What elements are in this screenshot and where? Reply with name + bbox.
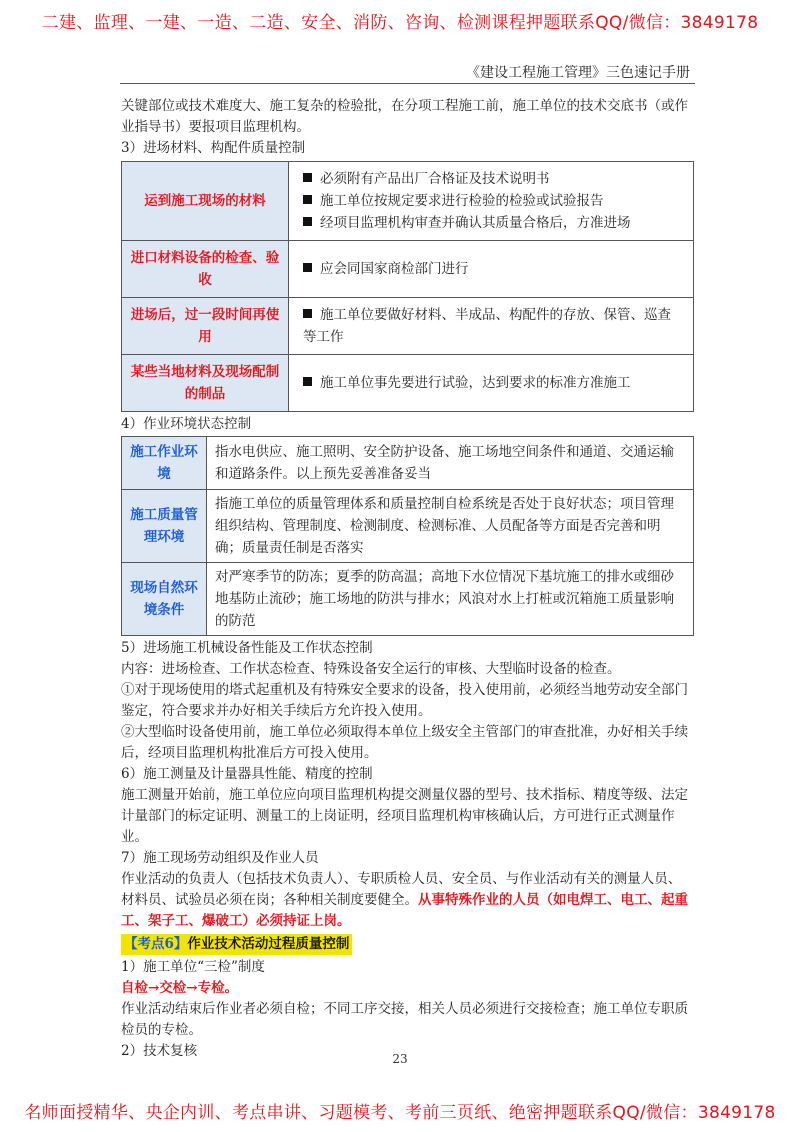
- materials-table-row: [122, 162, 694, 241]
- bullet-item: [303, 372, 679, 394]
- section-5-point-1: ①对于现场使用的塔式起重机及有特殊安全要求的设备，投入使用前，必须经当地劳动安全部门鉴定，符合要求并办好相关手续后方允许投入使用。: [121, 682, 688, 719]
- bullet-item: [303, 212, 679, 234]
- section-5-title: 5）进场施工机械设备性能及工作状态控制: [121, 640, 373, 656]
- materials-table-row: [122, 241, 694, 298]
- square-bullet-icon: [303, 377, 312, 386]
- materials-row-label: 运到施工现场的材料: [122, 162, 289, 241]
- square-bullet-icon: [303, 309, 312, 318]
- top-promo-banner: 二建、监理、一建、一造、二造、安全、消防、咨询、检测课程押题联系QQ/微信：3849178: [41, 13, 759, 33]
- three-checks-sequence: 自检→交检→专检。: [121, 980, 239, 996]
- section-7-plain-text: 作业活动的负责人（包括技术负责人）、专职质检人员、安全员、与作业活动有关的测量人员、材料员、试验员必须在岗；各种相关制度要健全。: [121, 871, 682, 908]
- section-3-title: 3）进场材料、构配件质量控制: [121, 140, 306, 156]
- subsection-2-title: 2）技术复核: [121, 1043, 198, 1059]
- key-point-tag: 【考点6】: [124, 936, 188, 952]
- materials-row-label: 进口材料设备的检查、验收: [122, 241, 289, 298]
- materials-row-label: 进场后，过一段时间再使用: [122, 298, 289, 355]
- materials-row-items: [289, 298, 694, 355]
- environment-table-row: [122, 437, 694, 490]
- section-5-content: 内容：进场检查、工作状态检查、特殊设备安全运行的审核、大型临时设备的检查。: [121, 661, 621, 677]
- bullet-text: 施工单位事先要进行试验，达到要求的标准方准施工: [320, 375, 631, 391]
- environment-row-label: 现场自然环境条件: [122, 563, 207, 636]
- intro-paragraph: 关键部位或技术难度大、施工复杂的检验批，在分项工程施工前，施工单位的技术交底书（或作业指导书）要报项目监理机构。: [121, 98, 688, 135]
- environment-row-text: 对严寒季节的防冻；夏季的防高温；高地下水位情况下基坑施工的排水或细砂地基防止流砂；施工场地的防洪与排水；风浪对水上打桩或沉箱施工质量影响的防范: [207, 563, 694, 636]
- materials-table-row: [122, 355, 694, 412]
- materials-row-label: 某些当地材料及现场配制的制品: [122, 355, 289, 412]
- bullet-text: 经项目监理机构审查并确认其质量合格后，方准进场: [320, 215, 631, 231]
- bullet-item: [303, 168, 679, 190]
- section-7-paragraph: [121, 869, 694, 932]
- square-bullet-icon: [303, 195, 312, 204]
- bullet-text: 施工单位要做好材料、半成品、构配件的存放、保管、巡查等工作: [303, 307, 671, 345]
- square-bullet-icon: [303, 173, 312, 182]
- subsection-1-title: 1）施工单位“三检”制度: [121, 959, 265, 975]
- environment-table-row: [122, 490, 694, 563]
- section-7-title: 7）施工现场劳动组织及作业人员: [121, 850, 319, 866]
- square-bullet-icon: [303, 263, 312, 272]
- section-7-red-text: 从事特殊作业的人员（如电焊工、电工、起重工、架子工、爆破工）必须持证上岗。: [121, 892, 688, 929]
- subsection-1-paragraph: 作业活动结束后作业者必须自检；不同工序交接，相关人员必须进行交接检查；施工单位专职质检员的专检。: [121, 1001, 688, 1038]
- materials-control-table: [121, 161, 694, 412]
- bottom-promo-banner: 名师面授精华、央企内训、考点串讲、习题模考、考前三页纸、绝密押题联系QQ/微信：3849178: [24, 1103, 776, 1123]
- environment-row-text: 指水电供应、施工照明、安全防护设备、施工场地空间条件和通道、交通运输和道路条件。以上预先妥善准备妥当: [207, 437, 694, 490]
- bullet-text: 施工单位按规定要求进行检验的检验或试验报告: [320, 193, 604, 209]
- section-6-title: 6）施工测量及计量器具性能、精度的控制: [121, 766, 373, 782]
- section-6-paragraph: 施工测量开始前，施工单位应向项目监理机构提交测量仪器的型号、技术指标、精度等级、法定计量部门的标定证明、测量工的上岗证明，经项目监理机构审核确认后，方可进行正式测量作业。: [121, 787, 688, 845]
- page-number: 23: [392, 1052, 408, 1066]
- environment-table-row: [122, 563, 694, 636]
- key-point-title: 作业技术活动过程质量控制: [187, 936, 350, 952]
- header-title: 《建设工程施工管理》三色速记手册: [466, 65, 690, 81]
- square-bullet-icon: [303, 217, 312, 226]
- bullet-text: 必须附有产品出厂合格证及技术说明书: [320, 171, 550, 187]
- environment-row-text: 指施工单位的质量管理体系和质量控制自检系统是否处于良好状态；项目管理组织结构、管理制度、检测制度、检测标准、人员配备等方面是否完善和明确；质量责任制是否落实: [207, 490, 694, 563]
- bullet-item: [303, 304, 679, 348]
- bullet-item: [303, 258, 679, 280]
- key-point-heading: [121, 934, 352, 955]
- materials-row-items: [289, 355, 694, 412]
- page-content: [121, 96, 694, 1062]
- bullet-text: 应会同国家商检部门进行: [320, 261, 469, 277]
- materials-row-items: [289, 241, 694, 298]
- environment-row-label: 施工质量管理环境: [122, 490, 207, 563]
- materials-table-row: [122, 298, 694, 355]
- materials-row-items: [289, 162, 694, 241]
- section-4-title: 4）作业环境状态控制: [121, 416, 252, 432]
- section-5-point-2: ②大型临时设备使用前，施工单位必须取得本单位上级安全主管部门的审查批准，办好相关手续后，经项目监理机构批准后方可投入使用。: [121, 724, 688, 761]
- bullet-item: [303, 190, 679, 212]
- environment-control-table: [121, 436, 694, 636]
- header-divider: [120, 83, 695, 84]
- environment-row-label: 施工作业环境: [122, 437, 207, 490]
